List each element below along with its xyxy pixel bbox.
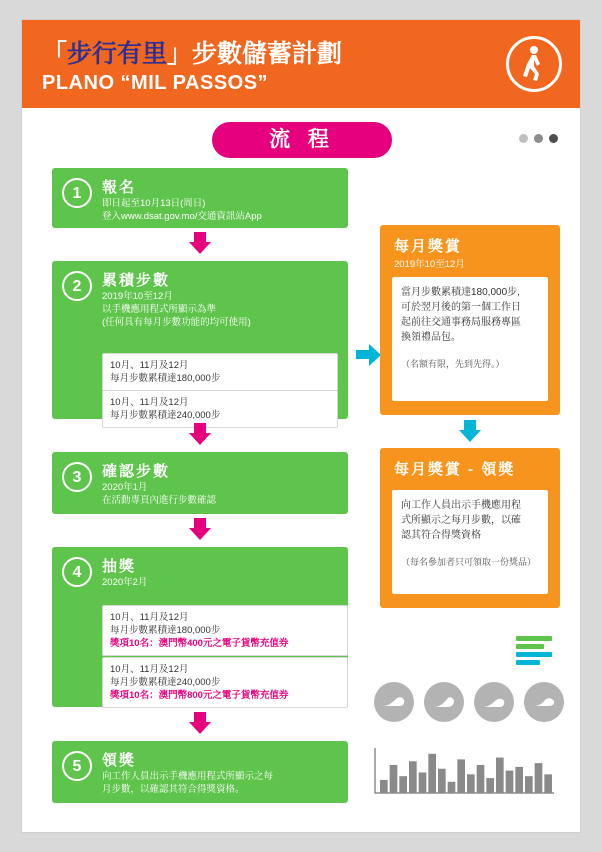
- monthly-reward-note: （名額有限，先到先得。）: [401, 359, 505, 369]
- step-3-lines: 2020年1月 在活動專頁內進行步數確認: [102, 482, 217, 506]
- step-2-number: 2: [62, 271, 92, 301]
- monthly-reward-body: 當月步數累積達180,000步, 可於翌月後的第一個工作日 起前往交通事務局服務專區 換領禮品包。 （名額有限，先到先得。）: [392, 277, 548, 401]
- decorative-dots: [519, 134, 558, 143]
- step-4: [52, 547, 348, 707]
- step-1-lines: 即日起至10月13日(周日) 登入www.dsat.gov.mo/交通資訊站App: [102, 198, 262, 222]
- step-1: [52, 168, 348, 228]
- step-bar-chart: [374, 748, 554, 794]
- shoe-icon-row: [374, 682, 564, 722]
- step-5: [52, 741, 348, 803]
- step-4-subbox-2: 10月、11月及12月 每月步數累積達240,000步 獎項10名：澳門幣800元之電子貨幣充值券: [102, 657, 348, 708]
- dot-1: [519, 134, 528, 143]
- stripe-cyan: [516, 652, 552, 657]
- step-4-title: 抽獎: [102, 558, 137, 575]
- step-4-number: 4: [62, 557, 92, 587]
- monthly-reward-period: 2019年10至12月: [394, 259, 465, 270]
- monthly-claim-note: （每名參加者只可領取一份獎品）: [401, 557, 537, 567]
- poster-sheet: [22, 20, 580, 832]
- step-5-lines: 向工作人員出示手機應用程式所顯示之每 月步數，以確認其符合得獎資格。: [102, 771, 274, 795]
- process-pill: 流 程: [212, 122, 392, 158]
- monthly-claim-box: [380, 448, 560, 608]
- step-4-subbox-1: 10月、11月及12月 每月步數累積達180,000步 獎項10名：澳門幣400元之電子貨幣充值券: [102, 605, 348, 656]
- stripe-cyan-2: [516, 660, 540, 665]
- monthly-reward-box: [380, 225, 560, 415]
- dot-2: [534, 134, 543, 143]
- monthly-claim-body: 向工作人員出示手機應用程 式所顯示之每月步數，以確 認其符合得獎資格 （每名參加者只可領取一份獎品）: [392, 490, 548, 594]
- step-5-number: 5: [62, 751, 92, 781]
- step-2-lines: 2019年10至12月 以手機應用程式所顯示為準 (任何具有每月步數功能的均可使用): [102, 291, 251, 328]
- step-1-number: 1: [62, 178, 92, 208]
- step-3: [52, 452, 348, 514]
- page-title-en: PLANO “MIL PASSOS”: [42, 72, 269, 94]
- dot-3: [549, 134, 558, 143]
- shoe-icon-3: [474, 682, 514, 722]
- step-2-title: 累積步數: [102, 272, 171, 289]
- shoe-icon-1: [374, 682, 414, 722]
- decorative-stripes: [516, 636, 552, 668]
- poster-header: [22, 20, 580, 108]
- monthly-claim-title: 每月獎賞 - 領獎: [394, 461, 516, 478]
- step-3-title: 確認步數: [102, 463, 171, 480]
- step-1-title: 報名: [102, 179, 137, 196]
- shoe-icon-4: [524, 682, 564, 722]
- step-2-subbox-1: 10月、11月及12月 每月步數累積達180,000步: [102, 353, 338, 391]
- monthly-reward-title: 每月獎賞: [394, 238, 463, 255]
- stripe-green-2: [516, 644, 544, 649]
- step-2-subbox-2: 10月、11月及12月 每月步數累積達240,000步: [102, 390, 338, 428]
- shoe-icon-2: [424, 682, 464, 722]
- stripe-green: [516, 636, 552, 641]
- step-3-number: 3: [62, 462, 92, 492]
- step-4-lines: 2020年2月: [102, 577, 148, 588]
- page-title-zh: 「步行有里」步數儲蓄計劃: [42, 40, 343, 68]
- step-5-title: 領獎: [102, 752, 137, 769]
- walking-person-icon: [506, 36, 562, 92]
- step-2: [52, 261, 348, 419]
